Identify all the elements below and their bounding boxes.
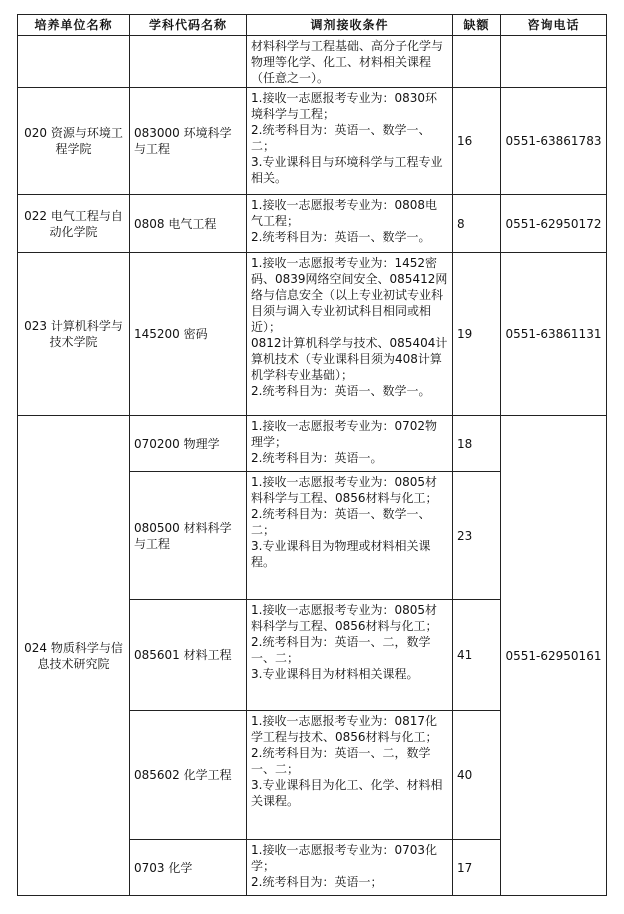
- subject-cell: 085601 材料工程: [130, 600, 247, 711]
- header-subject: 学科代码名称: [130, 15, 247, 36]
- conditions-cell: [247, 195, 453, 253]
- quota-cell: 40: [453, 711, 501, 840]
- phone-cell: 0551-62950161: [501, 416, 607, 896]
- header-conditions: 调剂接收条件: [247, 15, 453, 36]
- conditions-cell: [247, 88, 453, 195]
- condition-line: 2.统考科目为：英语一、二，数学一、二；: [251, 746, 431, 776]
- conditions-cell: [247, 36, 453, 88]
- subject-cell: 080500 材料科学与工程: [130, 472, 247, 600]
- condition-line: 3.专业课科目与环境科学与工程专业相关。: [251, 155, 443, 185]
- header-unit: 培养单位名称: [18, 15, 130, 36]
- quota-cell: 8: [453, 195, 501, 253]
- subject-cell: 145200 密码: [130, 253, 247, 416]
- conditions-cell: [247, 711, 453, 840]
- subject-cell: 0703 化学: [130, 840, 247, 896]
- condition-line: 1.接收一志愿报考专业为：0808电气工程；: [251, 198, 437, 228]
- condition-line: 1.接收一志愿报考专业为：0805材料科学与工程、0856材料与化工；: [251, 603, 438, 633]
- unit-cell: [18, 36, 130, 88]
- conditions-cell: [247, 416, 453, 472]
- conditions-cell: [247, 472, 453, 600]
- quota-cell: 17: [453, 840, 501, 896]
- unit-cell: 020 资源与环境工程学院: [18, 88, 130, 195]
- adjustment-table: [17, 14, 607, 896]
- subject-cell: 070200 物理学: [130, 416, 247, 472]
- condition-line: 3.专业课科目为材料相关课程。: [251, 667, 419, 681]
- subject-cell: 083000 环境科学与工程: [130, 88, 247, 195]
- condition-line: 0812计算机科学与技术、085404计算机技术（专业课科目须为408计算机学科专业基础）；: [251, 336, 448, 382]
- header-row: [18, 15, 607, 36]
- condition-line: 2.统考科目为：英语一、二，数学一、二；: [251, 635, 431, 665]
- condition-line: 2.统考科目为：英语一、数学一、二；: [251, 123, 431, 153]
- conditions-cell: [247, 840, 453, 896]
- subject-cell: 085602 化学工程: [130, 711, 247, 840]
- unit-cell: 023 计算机科学与技术学院: [18, 253, 130, 416]
- header-quota: 缺额: [453, 15, 501, 36]
- condition-line: 2.统考科目为：英语一；: [251, 875, 383, 889]
- condition-line: 3.专业课科目为化工、化学、材料相关课程。: [251, 778, 443, 808]
- phone-cell: 0551-63861783: [501, 88, 607, 195]
- condition-line: 1.接收一志愿报考专业为：0805材料科学与工程、0856材料与化工；: [251, 475, 438, 505]
- subject-cell: [130, 36, 247, 88]
- condition-line: 1.接收一志愿报考专业为：0817化学工程与技术、0856材料与化工；: [251, 714, 438, 744]
- condition-line: 1.接收一志愿报考专业为：1452密码、0839网络空间安全、085412网络与信息安全（以上专业初试专业科目须与调入专业初试科目相同或相近）；: [251, 256, 448, 334]
- phone-cell: 0551-63861131: [501, 253, 607, 416]
- quota-cell: 18: [453, 416, 501, 472]
- quota-cell: [453, 36, 501, 88]
- table-row: [18, 36, 607, 88]
- condition-line: 1.接收一志愿报考专业为：0703化学；: [251, 843, 437, 873]
- unit-cell: 024 物质科学与信息技术研究院: [18, 416, 130, 896]
- condition-line: 2.统考科目为：英语一、数学一。: [251, 384, 431, 398]
- table-row: [18, 195, 607, 253]
- quota-cell: 41: [453, 600, 501, 711]
- condition-line: 1.接收一志愿报考专业为：0830环境科学与工程；: [251, 91, 437, 121]
- condition-line: 1.接收一志愿报考专业为：0702物理学；: [251, 419, 437, 449]
- phone-cell: [501, 36, 607, 88]
- phone-cell: 0551-62950172: [501, 195, 607, 253]
- quota-cell: 16: [453, 88, 501, 195]
- condition-line: 2.统考科目为：英语一。: [251, 451, 383, 465]
- conditions-cell: [247, 253, 453, 416]
- quota-cell: 19: [453, 253, 501, 416]
- table-row: [18, 253, 607, 416]
- unit-cell: 022 电气工程与自动化学院: [18, 195, 130, 253]
- quota-cell: 23: [453, 472, 501, 600]
- condition-line: 3.专业课科目为物理或材料相关课程。: [251, 539, 431, 569]
- header-phone: 咨询电话: [501, 15, 607, 36]
- subject-cell: 0808 电气工程: [130, 195, 247, 253]
- condition-line: 2.统考科目为：英语一、数学一、二；: [251, 507, 431, 537]
- condition-line: 2.统考科目为：英语一、数学一。: [251, 230, 431, 244]
- table-row: [18, 416, 607, 472]
- conditions-cell: [247, 600, 453, 711]
- table-row: [18, 88, 607, 195]
- condition-line: 材料科学与工程基础、高分子化学与物理等化学、化工、材料相关课程（任意之一）。: [251, 39, 444, 85]
